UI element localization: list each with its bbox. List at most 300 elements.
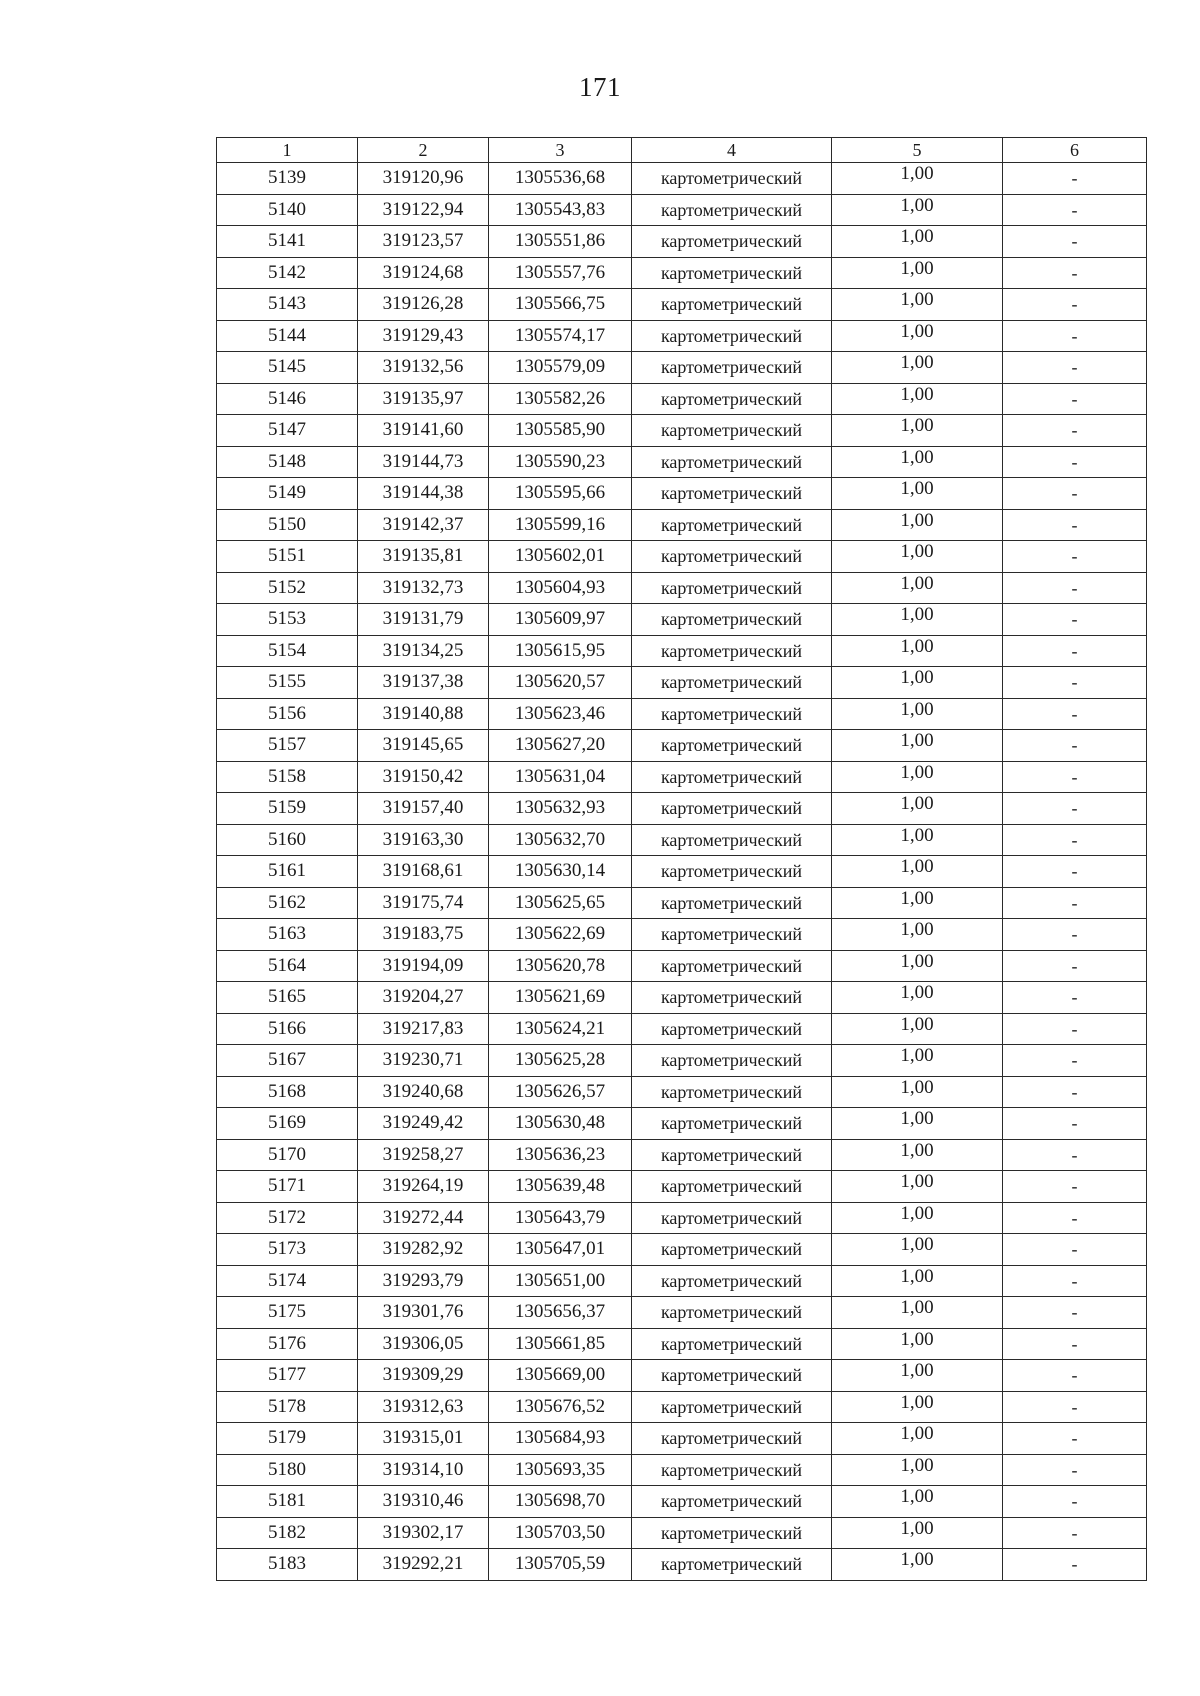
note-cell: - — [1003, 1328, 1147, 1360]
note-cell: - — [1003, 635, 1147, 667]
method-cell: картометрический — [632, 635, 832, 667]
table-row — [217, 698, 1147, 730]
note-cell: - — [1003, 257, 1147, 289]
method-cell: картометрический — [632, 1076, 832, 1108]
accuracy-cell: 1,00 — [832, 541, 1003, 573]
accuracy-cell: 1,00 — [832, 950, 1003, 982]
table-row — [217, 1391, 1147, 1423]
method-cell: картометрический — [632, 1171, 832, 1203]
note-cell: - — [1003, 793, 1147, 825]
method-cell: картометрический — [632, 982, 832, 1014]
x-coordinate-cell: 319272,44 — [358, 1202, 489, 1234]
y-coordinate-cell: 1305623,46 — [489, 698, 632, 730]
y-coordinate-cell: 1305647,01 — [489, 1234, 632, 1266]
y-coordinate-cell: 1305543,83 — [489, 194, 632, 226]
table-row — [217, 289, 1147, 321]
x-coordinate-cell: 319175,74 — [358, 887, 489, 919]
y-coordinate-cell: 1305676,52 — [489, 1391, 632, 1423]
point-number-cell: 5143 — [217, 289, 358, 321]
x-coordinate-cell: 319306,05 — [358, 1328, 489, 1360]
table-row — [217, 1139, 1147, 1171]
x-coordinate-cell: 319122,94 — [358, 194, 489, 226]
note-cell: - — [1003, 761, 1147, 793]
y-coordinate-cell: 1305630,48 — [489, 1108, 632, 1140]
table-row — [217, 320, 1147, 352]
y-coordinate-cell: 1305693,35 — [489, 1454, 632, 1486]
note-cell: - — [1003, 289, 1147, 321]
point-number-cell: 5174 — [217, 1265, 358, 1297]
note-cell: - — [1003, 572, 1147, 604]
table-row — [217, 163, 1147, 195]
y-coordinate-cell: 1305604,93 — [489, 572, 632, 604]
y-coordinate-cell: 1305585,90 — [489, 415, 632, 447]
y-coordinate-cell: 1305536,68 — [489, 163, 632, 195]
method-cell: картометрический — [632, 667, 832, 699]
accuracy-cell: 1,00 — [832, 635, 1003, 667]
table-row — [217, 1549, 1147, 1581]
method-cell: картометрический — [632, 887, 832, 919]
point-number-cell: 5160 — [217, 824, 358, 856]
method-cell: картометрический — [632, 320, 832, 352]
accuracy-cell: 1,00 — [832, 730, 1003, 762]
y-coordinate-cell: 1305639,48 — [489, 1171, 632, 1203]
accuracy-cell: 1,00 — [832, 1202, 1003, 1234]
accuracy-cell: 1,00 — [832, 919, 1003, 951]
point-number-cell: 5139 — [217, 163, 358, 195]
x-coordinate-cell: 319315,01 — [358, 1423, 489, 1455]
note-cell: - — [1003, 1549, 1147, 1581]
column-header: 4 — [632, 138, 832, 163]
table-row — [217, 1234, 1147, 1266]
accuracy-cell: 1,00 — [832, 1391, 1003, 1423]
y-coordinate-cell: 1305566,75 — [489, 289, 632, 321]
x-coordinate-cell: 319145,65 — [358, 730, 489, 762]
method-cell: картометрический — [632, 730, 832, 762]
accuracy-cell: 1,00 — [832, 289, 1003, 321]
accuracy-cell: 1,00 — [832, 446, 1003, 478]
point-number-cell: 5180 — [217, 1454, 358, 1486]
point-number-cell: 5181 — [217, 1486, 358, 1518]
point-number-cell: 5156 — [217, 698, 358, 730]
method-cell: картометрический — [632, 446, 832, 478]
x-coordinate-cell: 319183,75 — [358, 919, 489, 951]
accuracy-cell: 1,00 — [832, 415, 1003, 447]
point-number-cell: 5165 — [217, 982, 358, 1014]
method-cell: картометрический — [632, 257, 832, 289]
y-coordinate-cell: 1305624,21 — [489, 1013, 632, 1045]
point-number-cell: 5144 — [217, 320, 358, 352]
y-coordinate-cell: 1305669,00 — [489, 1360, 632, 1392]
method-cell: картометрический — [632, 478, 832, 510]
column-header: 3 — [489, 138, 632, 163]
method-cell: картометрический — [632, 1454, 832, 1486]
note-cell: - — [1003, 1517, 1147, 1549]
y-coordinate-cell: 1305557,76 — [489, 257, 632, 289]
method-cell: картометрический — [632, 1297, 832, 1329]
x-coordinate-cell: 319140,88 — [358, 698, 489, 730]
column-header: 1 — [217, 138, 358, 163]
note-cell: - — [1003, 856, 1147, 888]
y-coordinate-cell: 1305684,93 — [489, 1423, 632, 1455]
column-header: 2 — [358, 138, 489, 163]
note-cell: - — [1003, 163, 1147, 195]
note-cell: - — [1003, 226, 1147, 258]
accuracy-cell: 1,00 — [832, 226, 1003, 258]
y-coordinate-cell: 1305621,69 — [489, 982, 632, 1014]
page-number: 171 — [579, 72, 621, 102]
point-number-cell: 5147 — [217, 415, 358, 447]
x-coordinate-cell: 319258,27 — [358, 1139, 489, 1171]
table-row — [217, 667, 1147, 699]
x-coordinate-cell: 319282,92 — [358, 1234, 489, 1266]
note-cell: - — [1003, 1013, 1147, 1045]
table-row — [217, 824, 1147, 856]
accuracy-cell: 1,00 — [832, 1486, 1003, 1518]
x-coordinate-cell: 319163,30 — [358, 824, 489, 856]
method-cell: картометрический — [632, 1360, 832, 1392]
point-number-cell: 5142 — [217, 257, 358, 289]
note-cell: - — [1003, 320, 1147, 352]
point-number-cell: 5166 — [217, 1013, 358, 1045]
method-cell: картометрический — [632, 793, 832, 825]
note-cell: - — [1003, 1360, 1147, 1392]
x-coordinate-cell: 319141,60 — [358, 415, 489, 447]
accuracy-cell: 1,00 — [832, 1108, 1003, 1140]
table-row — [217, 1517, 1147, 1549]
column-header: 6 — [1003, 138, 1147, 163]
note-cell: - — [1003, 446, 1147, 478]
point-number-cell: 5148 — [217, 446, 358, 478]
point-number-cell: 5154 — [217, 635, 358, 667]
y-coordinate-cell: 1305622,69 — [489, 919, 632, 951]
y-coordinate-cell: 1305631,04 — [489, 761, 632, 793]
note-cell: - — [1003, 352, 1147, 384]
x-coordinate-cell: 319135,81 — [358, 541, 489, 573]
x-coordinate-cell: 319144,73 — [358, 446, 489, 478]
y-coordinate-cell: 1305626,57 — [489, 1076, 632, 1108]
method-cell: картометрический — [632, 919, 832, 951]
note-cell: - — [1003, 1202, 1147, 1234]
method-cell: картометрический — [632, 1517, 832, 1549]
method-cell: картометрический — [632, 856, 832, 888]
point-number-cell: 5141 — [217, 226, 358, 258]
y-coordinate-cell: 1305620,57 — [489, 667, 632, 699]
point-number-cell: 5155 — [217, 667, 358, 699]
accuracy-cell: 1,00 — [832, 194, 1003, 226]
method-cell: картометрический — [632, 1234, 832, 1266]
accuracy-cell: 1,00 — [832, 1139, 1003, 1171]
note-cell: - — [1003, 1171, 1147, 1203]
accuracy-cell: 1,00 — [832, 667, 1003, 699]
x-coordinate-cell: 319309,29 — [358, 1360, 489, 1392]
accuracy-cell: 1,00 — [832, 1076, 1003, 1108]
point-number-cell: 5183 — [217, 1549, 358, 1581]
x-coordinate-cell: 319142,37 — [358, 509, 489, 541]
y-coordinate-cell: 1305582,26 — [489, 383, 632, 415]
y-coordinate-cell: 1305703,50 — [489, 1517, 632, 1549]
x-coordinate-cell: 319135,97 — [358, 383, 489, 415]
method-cell: картометрический — [632, 383, 832, 415]
table-row — [217, 1013, 1147, 1045]
x-coordinate-cell: 319123,57 — [358, 226, 489, 258]
accuracy-cell: 1,00 — [832, 793, 1003, 825]
x-coordinate-cell: 319230,71 — [358, 1045, 489, 1077]
point-number-cell: 5159 — [217, 793, 358, 825]
accuracy-cell: 1,00 — [832, 1517, 1003, 1549]
y-coordinate-cell: 1305705,59 — [489, 1549, 632, 1581]
y-coordinate-cell: 1305599,16 — [489, 509, 632, 541]
table-row — [217, 446, 1147, 478]
accuracy-cell: 1,00 — [832, 1549, 1003, 1581]
table-row — [217, 415, 1147, 447]
x-coordinate-cell: 319310,46 — [358, 1486, 489, 1518]
note-cell: - — [1003, 478, 1147, 510]
y-coordinate-cell: 1305643,79 — [489, 1202, 632, 1234]
y-coordinate-cell: 1305625,65 — [489, 887, 632, 919]
x-coordinate-cell: 319132,56 — [358, 352, 489, 384]
point-number-cell: 5162 — [217, 887, 358, 919]
accuracy-cell: 1,00 — [832, 509, 1003, 541]
table-row — [217, 1171, 1147, 1203]
y-coordinate-cell: 1305551,86 — [489, 226, 632, 258]
point-number-cell: 5176 — [217, 1328, 358, 1360]
y-coordinate-cell: 1305620,78 — [489, 950, 632, 982]
accuracy-cell: 1,00 — [832, 1423, 1003, 1455]
method-cell: картометрический — [632, 1486, 832, 1518]
point-number-cell: 5177 — [217, 1360, 358, 1392]
x-coordinate-cell: 319134,25 — [358, 635, 489, 667]
point-number-cell: 5152 — [217, 572, 358, 604]
accuracy-cell: 1,00 — [832, 1171, 1003, 1203]
method-cell: картометрический — [632, 1139, 832, 1171]
x-coordinate-cell: 319124,68 — [358, 257, 489, 289]
table-row — [217, 541, 1147, 573]
table-row — [217, 257, 1147, 289]
point-number-cell: 5170 — [217, 1139, 358, 1171]
point-number-cell: 5140 — [217, 194, 358, 226]
table-row — [217, 1360, 1147, 1392]
y-coordinate-cell: 1305651,00 — [489, 1265, 632, 1297]
table-row — [217, 761, 1147, 793]
accuracy-cell: 1,00 — [832, 824, 1003, 856]
accuracy-cell: 1,00 — [832, 887, 1003, 919]
table-row — [217, 1076, 1147, 1108]
method-cell: картометрический — [632, 1013, 832, 1045]
accuracy-cell: 1,00 — [832, 604, 1003, 636]
accuracy-cell: 1,00 — [832, 761, 1003, 793]
point-number-cell: 5179 — [217, 1423, 358, 1455]
accuracy-cell: 1,00 — [832, 1013, 1003, 1045]
method-cell: картометрический — [632, 352, 832, 384]
note-cell: - — [1003, 541, 1147, 573]
y-coordinate-cell: 1305630,14 — [489, 856, 632, 888]
y-coordinate-cell: 1305698,70 — [489, 1486, 632, 1518]
x-coordinate-cell: 319129,43 — [358, 320, 489, 352]
method-cell: картометрический — [632, 698, 832, 730]
x-coordinate-cell: 319150,42 — [358, 761, 489, 793]
y-coordinate-cell: 1305590,23 — [489, 446, 632, 478]
point-number-cell: 5161 — [217, 856, 358, 888]
method-cell: картометрический — [632, 541, 832, 573]
note-cell: - — [1003, 194, 1147, 226]
point-number-cell: 5150 — [217, 509, 358, 541]
table-row — [217, 982, 1147, 1014]
y-coordinate-cell: 1305602,01 — [489, 541, 632, 573]
table-row — [217, 352, 1147, 384]
note-cell: - — [1003, 1234, 1147, 1266]
y-coordinate-cell: 1305636,23 — [489, 1139, 632, 1171]
accuracy-cell: 1,00 — [832, 1265, 1003, 1297]
note-cell: - — [1003, 1108, 1147, 1140]
x-coordinate-cell: 319120,96 — [358, 163, 489, 195]
table-row — [217, 635, 1147, 667]
note-cell: - — [1003, 1076, 1147, 1108]
method-cell: картометрический — [632, 604, 832, 636]
column-header: 5 — [832, 138, 1003, 163]
x-coordinate-cell: 319302,17 — [358, 1517, 489, 1549]
y-coordinate-cell: 1305595,66 — [489, 478, 632, 510]
table-row — [217, 1486, 1147, 1518]
point-number-cell: 5157 — [217, 730, 358, 762]
note-cell: - — [1003, 667, 1147, 699]
point-number-cell: 5164 — [217, 950, 358, 982]
x-coordinate-cell: 319168,61 — [358, 856, 489, 888]
point-number-cell: 5145 — [217, 352, 358, 384]
point-number-cell: 5167 — [217, 1045, 358, 1077]
x-coordinate-cell: 319292,21 — [358, 1549, 489, 1581]
method-cell: картометрический — [632, 950, 832, 982]
note-cell: - — [1003, 1297, 1147, 1329]
table-row — [217, 509, 1147, 541]
note-cell: - — [1003, 919, 1147, 951]
table-row — [217, 1202, 1147, 1234]
note-cell: - — [1003, 982, 1147, 1014]
table-row — [217, 1454, 1147, 1486]
note-cell: - — [1003, 604, 1147, 636]
table-row — [217, 1108, 1147, 1140]
accuracy-cell: 1,00 — [832, 572, 1003, 604]
method-cell: картометрический — [632, 1108, 832, 1140]
point-number-cell: 5171 — [217, 1171, 358, 1203]
y-coordinate-cell: 1305625,28 — [489, 1045, 632, 1077]
method-cell: картометрический — [632, 415, 832, 447]
x-coordinate-cell: 319217,83 — [358, 1013, 489, 1045]
table-row — [217, 383, 1147, 415]
accuracy-cell: 1,00 — [832, 1297, 1003, 1329]
table-row — [217, 226, 1147, 258]
table-row — [217, 1297, 1147, 1329]
table-row — [217, 1328, 1147, 1360]
note-cell: - — [1003, 1454, 1147, 1486]
point-number-cell: 5178 — [217, 1391, 358, 1423]
y-coordinate-cell: 1305632,93 — [489, 793, 632, 825]
method-cell: картометрический — [632, 761, 832, 793]
note-cell: - — [1003, 950, 1147, 982]
point-number-cell: 5153 — [217, 604, 358, 636]
accuracy-cell: 1,00 — [832, 1045, 1003, 1077]
table-row — [217, 856, 1147, 888]
y-coordinate-cell: 1305632,70 — [489, 824, 632, 856]
note-cell: - — [1003, 509, 1147, 541]
note-cell: - — [1003, 887, 1147, 919]
note-cell: - — [1003, 698, 1147, 730]
method-cell: картометрический — [632, 163, 832, 195]
method-cell: картометрический — [632, 824, 832, 856]
accuracy-cell: 1,00 — [832, 1360, 1003, 1392]
x-coordinate-cell: 319194,09 — [358, 950, 489, 982]
accuracy-cell: 1,00 — [832, 352, 1003, 384]
accuracy-cell: 1,00 — [832, 163, 1003, 195]
x-coordinate-cell: 319204,27 — [358, 982, 489, 1014]
method-cell: картометрический — [632, 1549, 832, 1581]
accuracy-cell: 1,00 — [832, 982, 1003, 1014]
x-coordinate-cell: 319126,28 — [358, 289, 489, 321]
point-number-cell: 5173 — [217, 1234, 358, 1266]
y-coordinate-cell: 1305579,09 — [489, 352, 632, 384]
y-coordinate-cell: 1305627,20 — [489, 730, 632, 762]
accuracy-cell: 1,00 — [832, 1328, 1003, 1360]
method-cell: картометрический — [632, 1328, 832, 1360]
x-coordinate-cell: 319240,68 — [358, 1076, 489, 1108]
table-row — [217, 1045, 1147, 1077]
note-cell: - — [1003, 1265, 1147, 1297]
coordinates-table — [216, 137, 1147, 1581]
point-number-cell: 5169 — [217, 1108, 358, 1140]
accuracy-cell: 1,00 — [832, 320, 1003, 352]
accuracy-cell: 1,00 — [832, 257, 1003, 289]
table-header-row — [217, 138, 1147, 163]
x-coordinate-cell: 319293,79 — [358, 1265, 489, 1297]
table-row — [217, 604, 1147, 636]
method-cell: картометрический — [632, 226, 832, 258]
x-coordinate-cell: 319132,73 — [358, 572, 489, 604]
point-number-cell: 5182 — [217, 1517, 358, 1549]
note-cell: - — [1003, 1139, 1147, 1171]
point-number-cell: 5151 — [217, 541, 358, 573]
method-cell: картометрический — [632, 1265, 832, 1297]
method-cell: картометрический — [632, 509, 832, 541]
table-row — [217, 919, 1147, 951]
accuracy-cell: 1,00 — [832, 1454, 1003, 1486]
point-number-cell: 5168 — [217, 1076, 358, 1108]
note-cell: - — [1003, 824, 1147, 856]
method-cell: картометрический — [632, 289, 832, 321]
method-cell: картометрический — [632, 1202, 832, 1234]
point-number-cell: 5146 — [217, 383, 358, 415]
note-cell: - — [1003, 1045, 1147, 1077]
y-coordinate-cell: 1305656,37 — [489, 1297, 632, 1329]
accuracy-cell: 1,00 — [832, 383, 1003, 415]
accuracy-cell: 1,00 — [832, 698, 1003, 730]
table-row — [217, 950, 1147, 982]
point-number-cell: 5175 — [217, 1297, 358, 1329]
note-cell: - — [1003, 1486, 1147, 1518]
note-cell: - — [1003, 383, 1147, 415]
table-row — [217, 730, 1147, 762]
method-cell: картометрический — [632, 1391, 832, 1423]
method-cell: картометрический — [632, 194, 832, 226]
note-cell: - — [1003, 730, 1147, 762]
table-row — [217, 194, 1147, 226]
x-coordinate-cell: 319157,40 — [358, 793, 489, 825]
x-coordinate-cell: 319137,38 — [358, 667, 489, 699]
x-coordinate-cell: 319144,38 — [358, 478, 489, 510]
table-row — [217, 1265, 1147, 1297]
method-cell: картометрический — [632, 1423, 832, 1455]
x-coordinate-cell: 319131,79 — [358, 604, 489, 636]
note-cell: - — [1003, 1423, 1147, 1455]
table-row — [217, 1423, 1147, 1455]
